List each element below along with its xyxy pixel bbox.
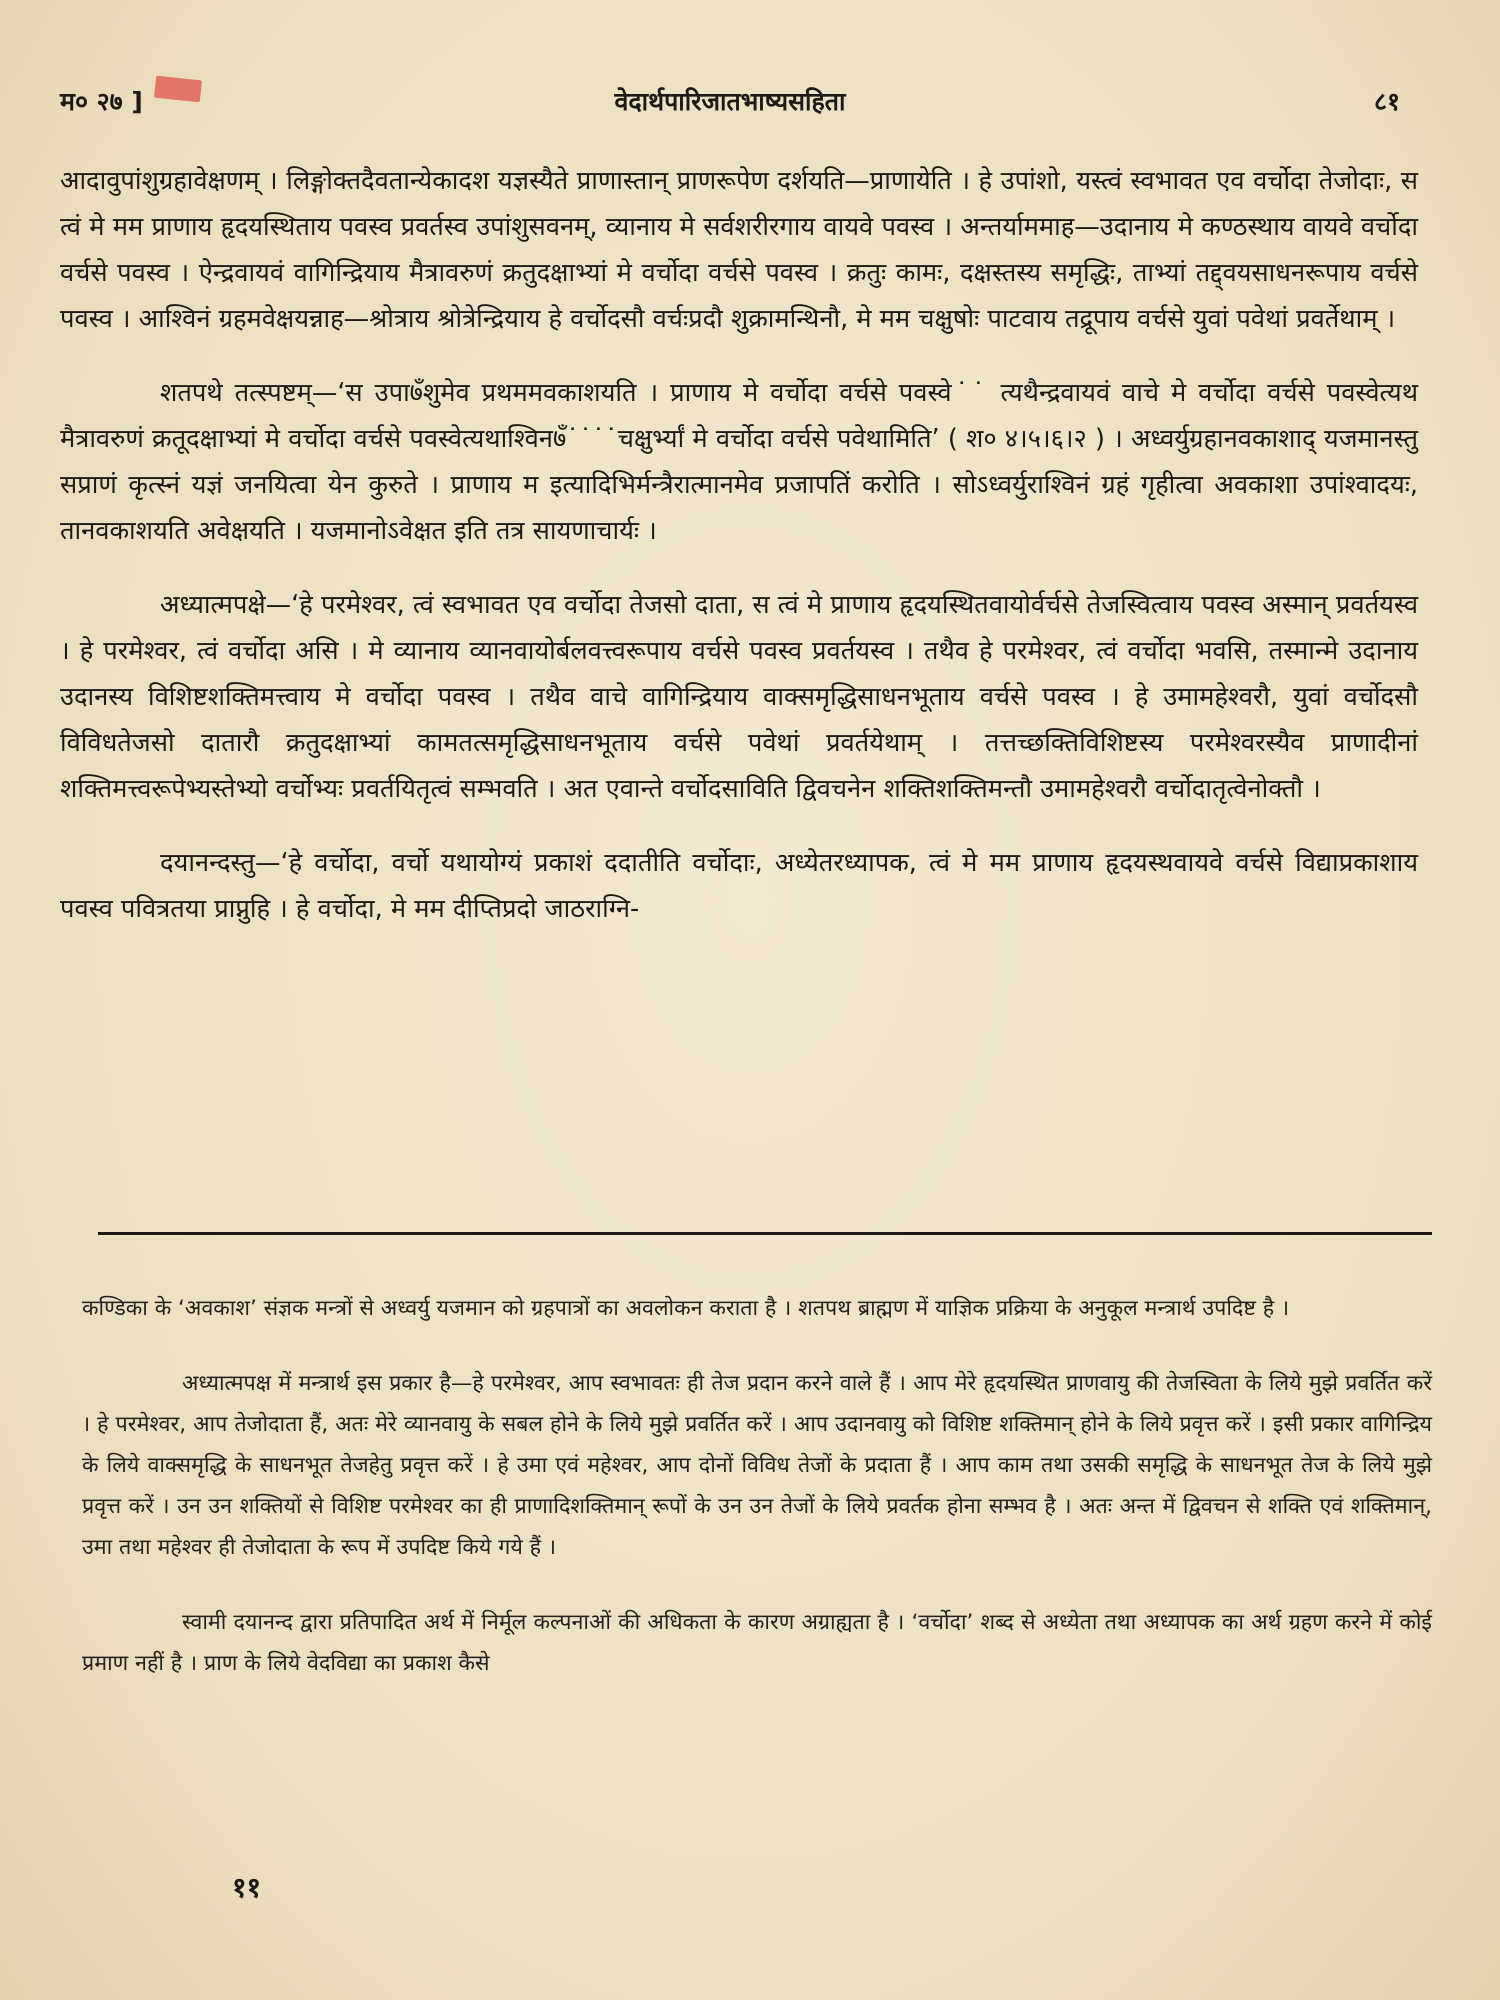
commentary-paragraph: शतपथे तत्स्पष्टम्—‘स उपा७ँशुमेव प्रथममवकाशयति । प्राणाय मे वर्चोदा वर्चसे पवस्वे˙˙ त्यथैन्द्रवायवं वाचे मे वर्चोदा वर्चसे पवस्वेत्यथ मैत्रावरुणं क्रतूदक्षाभ्यां मे वर्चोदा वर्चसे पवस्वेत्यथाश्विन७ँ˙˙˙˙चक्षुर्भ्यां मे वर्चोदा वर्चसे पवेथामिति’ ( श० ४।५।६।२ ) । अध्वर्युग्रहानवकाशाद् यजमानस्तु सप्राणं कृत्स्नं यज्ञं जनयित्वा येन कुरुते । प्राणाय म इत्यादिभिर्मन्त्रैरात्मानमेव प्रजापतिं करोति । सोऽध्वर्युराश्विनं ग्रहं गृहीत्वा अवकाशा उपांश्वादयः, तानवकाशयति अवेक्षयति । यजमानोऽवेक्षत इति तत्र सायणाचार्यः । [60, 378, 1418, 546]
page-number: ८१ [1373, 87, 1400, 116]
translation-paragraph: कण्डिका के ‘अवकाश’ संज्ञक मन्त्रों से अध्वर्यु यजमान को ग्रहपात्रों का अवलोकन कराता है । शतपथ ब्राह्मण में याज्ञिक प्रक्रिया के अनुकूल मन्त्रार्थ उपदिष्ट है । [82, 1296, 1290, 1321]
hindi-translation [82, 1288, 1432, 1718]
translation-paragraph: स्वामी दयानन्द द्वारा प्रतिपादित अर्थ में निर्मूल कल्पनाओं की अधिकता के कारण अग्राह्यता है । ‘वर्चोदा’ शब्द से अध्येता तथा अध्यापक का अर्थ ग्रहण करने में कोई प्रमाण नहीं है । प्राण के लिये वेदविद्या का प्रकाश कैसे [82, 1610, 1432, 1676]
section-marker: म० २७ ] [60, 87, 143, 116]
running-title: वेदार्थपारिजातभाष्यसहिता [614, 87, 846, 116]
running-header [60, 84, 1400, 124]
commentary-paragraph: दयानन्दस्तु—‘हे वर्चोदा, वर्चो यथायोग्यं प्रकाशं ददातीति वर्चोदाः, अध्येतरध्यापक, त्वं मे मम प्राणाय हृदयस्थवायवे वर्चसे विद्याप्रकाशाय पवस्व पवित्रतया प्राप्नुहि । हे वर्चोदा, मे मम दीप्तिप्रदो जाठराग्नि- [60, 848, 1418, 924]
divider-rule [98, 1232, 1432, 1235]
commentary-paragraph: अध्यात्मपक्षे—‘हे परमेश्वर, त्वं स्वभावत एव वर्चोदा तेजसो दाता, स त्वं मे प्राणाय हृदयस्थितवायोर्वर्चसे तेजस्वित्वाय पवस्व अस्मान् प्रवर्तयस्व । हे परमेश्वर, त्वं वर्चोदा असि । मे व्यानाय व्यानवायोर्बलवत्त्वरूपाय वर्चसे पवस्व प्रवर्तयस्व । तथैव हे परमेश्वर, त्वं वर्चोदा भवसि, तस्मान्मे उदानाय उदानस्य विशिष्टशक्तिमत्त्वाय मे वर्चोदा पवस्व । तथैव वाचे वागिन्द्रियाय वाक्समृद्धिसाधनभूताय वर्चसे पवस्व । हे उमामहेश्वरौ, युवां वर्चोदसौ विविधतेजसो दातारौ क्रतुदक्षाभ्यां कामतत्समृद्धिसाधनभूताय वर्चसे पवेथां प्रवर्तयेथाम् । तत्तच्छक्तिविशिष्टस्य परमेश्वरस्यैव प्राणादीनां शक्तिमत्त्वरूपेभ्यस्तेभ्यो वर्चोभ्यः प्रवर्तयितृत्वं सम्भवति । अत एवान्ते वर्चोदसाविति द्विवचनेन शक्तिशक्तिमन्तौ उमामहेश्वरौ वर्चोदातृत्वेनोक्तौ । [60, 590, 1418, 804]
translation-paragraph: अध्यात्मपक्ष में मन्त्रार्थ इस प्रकार है—हे परमेश्वर, आप स्वभावतः ही तेज प्रदान करने वाले हैं । आप मेरे हृदयस्थित प्राणवायु की तेजस्विता के लिये मुझे प्रवर्तित करें । हे परमेश्वर, आप तेजोदाता हैं, अतः मेरे व्यानवायु के सबल होने के लिये मुझे प्रवर्तित करें । आप उदानवायु को विशिष्ट शक्तिमान् होने के लिये प्रवृत्त करें । इसी प्रकार वागिन्द्रिय के लिये वाक्समृद्धि के साधनभूत तेजहेतु प्रवृत्त करें । हे उमा एवं महेश्वर, आप दोनों विविध तेजों के प्रदाता हैं । आप काम तथा उसकी समृद्धि के साधनभूत तेज के लिये मुझे प्रवृत्त करें । उन उन शक्तियों से विशिष्ट परमेश्वर का ही प्राणादिशक्तिमान् रूपों के उन उन तेजों के लिये प्रवर्तक होना सम्भव है । अतः अन्त में द्विवचन से शक्ति एवं शक्तिमान्, उमा तथा महेश्वर ही तेजोदाता के रूप में उपदिष्ट किये गये हैं । [82, 1371, 1432, 1560]
sanskrit-commentary [60, 158, 1418, 960]
signature-folio: ११ [232, 1871, 262, 1904]
commentary-paragraph: आदावुपांशुग्रहावेक्षणम् । लिङ्गोक्तदैवतान्येकादश यज्ञस्यैते प्राणास्तान् प्राणरूपेण दर्शयति—प्राणायेति । हे उपांशो, यस्त्वं स्वभावत एव वर्चोदा तेजोदाः, स त्वं मे मम प्राणाय हृदयस्थिताय पवस्व प्रवर्तस्व उपांशुसवनम्, व्यानाय मे सर्वशरीरगाय वायवे पवस्व । अन्तर्याममाह—उदानाय मे कण्ठस्थाय वायवे वर्चोदा वर्चसे पवस्व । ऐन्द्रवायवं वागिन्द्रियाय मैत्रावरुणं क्रतुदक्षाभ्यां मे वर्चोदा वर्चसे पवस्व । क्रतुः कामः, दक्षस्तस्य समृद्धिः, ताभ्यां तद्द्वयसाधनरूपाय वर्चसे पवस्व । आश्विनं ग्रहमवेक्षयन्नाह—श्रोत्राय श्रोत्रेन्द्रियाय हे वर्चोदसौ वर्चःप्रदौ शुक्रामन्थिनौ, मे मम चक्षुषोः पाटवाय तद्रूपाय वर्चसे युवां पवेथां प्रवर्तेथाम् । [60, 166, 1418, 334]
